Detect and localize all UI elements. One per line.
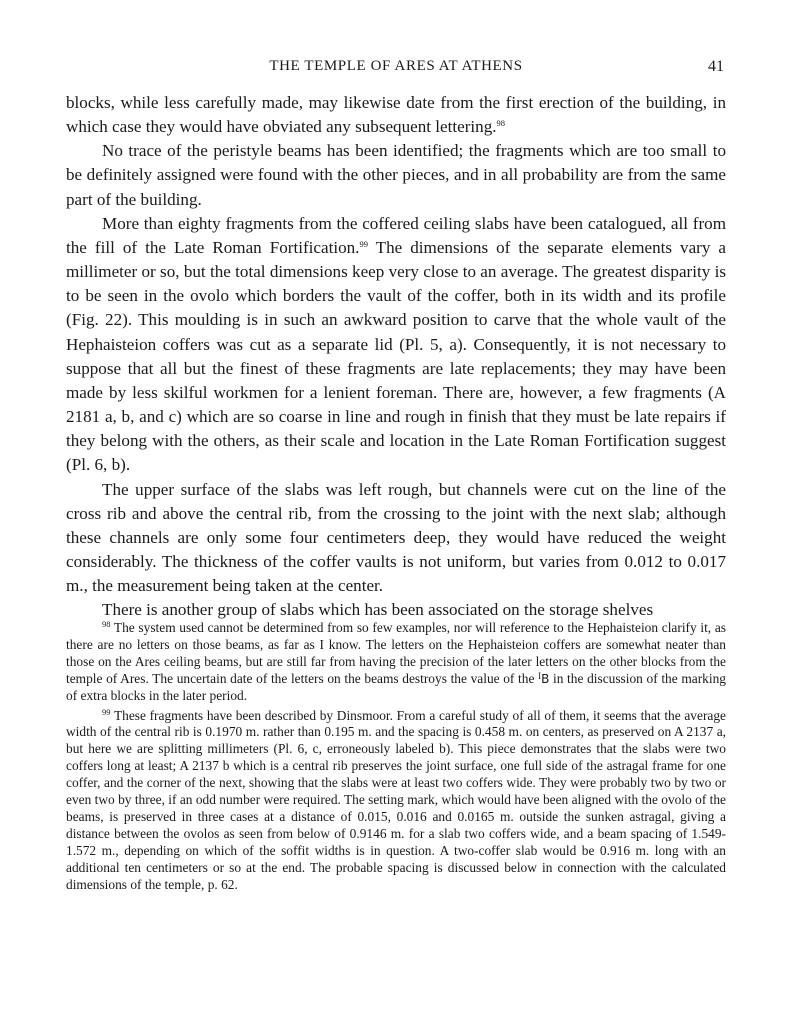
footnote-98: $^{98}$ The system used cannot be determined from so few examples, nor will reference to the Hephaisteion clarify it, as there are no letters on those beams, as far as I know. The letters on the Hephaisteion coffers are somewhat neater than those on the Ares ceiling beams, but are still far from having the precision of the later letters on the other blocks from the temple of Ares. The uncertain date of the letters on the beams destroys the value of the $^I$B in the discussion of the marking of extra blocks in the later period. (66, 619, 726, 703)
letter-symbol-superscript: I (538, 670, 542, 681)
paragraph-another-group: There is another group of slabs which has been associated on the storage shelves (102, 600, 654, 620)
running-header (66, 58, 726, 78)
footnote-ref-99[interactable]: 99 (359, 238, 368, 249)
main-text (66, 91, 726, 622)
paragraph-upper-surface: The upper surface of the slabs was left rough, but channels were cut on the line of the cross rib and above the central rib, from the crossing to the joint with the next slab; although these channels are only some four centimeters deep, they would have reduced the weight considerably. The thickness of the coffer vaults is not uniform, but varies from 0.012 to 0.017 m., the measurement being taken at the center. (66, 479, 726, 596)
paragraph-coffered-ceiling: More than eighty fragments from the coffered ceiling slabs have been catalogued, all from the fill of the Late Roman Fortification.$^{99}$ The dimensions of the separate elements vary a millimeter or so, but the total dimensions keep very close to an average. The greatest disparity is to be seen in the ovolo which borders the vault of the coffer, both in its width and its profile (Fig. 22). This moulding is in such an awkward position to carve that the whole vault of the Hephaisteion coffers was cut as a separate lid (Pl. 5, a). Consequently, it is not necessary to suppose that all but the finest of these fragments are late replacements; they may have been made by less skilful workmen for a lenient foreman. There are, however, a few fragments (A 2181 a, b, and c) which are so coarse in line and rough in finish that they must be late repairs if they belong with the others, as their scale and location in the Late Roman Fortification suggest (Pl. 6, b). (66, 213, 726, 475)
paragraph-peristyle-beams: No trace of the peristyle beams has been identified; the fragments which are too small to be definitely assigned were found with the other pieces, and in all probability are from the same part of the building. (66, 141, 726, 209)
footnotes (66, 620, 726, 894)
paragraph-continued: blocks, while less carefully made, may likewise date from the first erection of the building, in which case they would have obviated any subsequent lettering.$^{98}$ (66, 93, 726, 137)
footnote-ref-98[interactable]: 98 (496, 118, 506, 129)
page-number: 41 (708, 58, 724, 75)
running-title: THE TEMPLE OF ARES AT ATHENS (269, 58, 523, 74)
footnote-99: $^{99}$ These fragments have been described by Dinsmoor. From a careful study of all of them, it seems that the average width of the central rib is 0.1970 m. rather than 0.195 m. and the spacing is 0.458 m. on centers, as preserved on A 2137 a, but here we are splitting millimeters (Pl. 6, c, erroneously labeled b). This piece demonstrates that the slabs were two coffers long at least; A 2137 b which is a central rib preserves the joint surface, one full side of the astragal frame for one coffer, and the corner of the next, showing that the slabs were at least two coffers wide. They were probably two by two or even two by three, if an odd number were required. The setting mark, which would have been aligned with the ovolo of the beams, is preserved in three cases at a distance of 0.015, 0.016 and 0.0165 m. outside the sunken astragal, giving a distance between the ovolos as seen from below of 0.9146 m. for a slab two coffers wide, and a beam spacing of 1.549-1.572 m., depending on which of the soffit widths is in question. A two-coffer slab would be 0.916 m. long with an additional ten centimeters or so at the end. The probable spacing is discussed below in connection with the calculated dimensions of the temple, p. 62. (66, 706, 726, 892)
letter-symbol: B (541, 671, 550, 686)
footnote-98-marker: 98 (102, 619, 111, 629)
footnote-99-marker: 99 (102, 706, 111, 717)
